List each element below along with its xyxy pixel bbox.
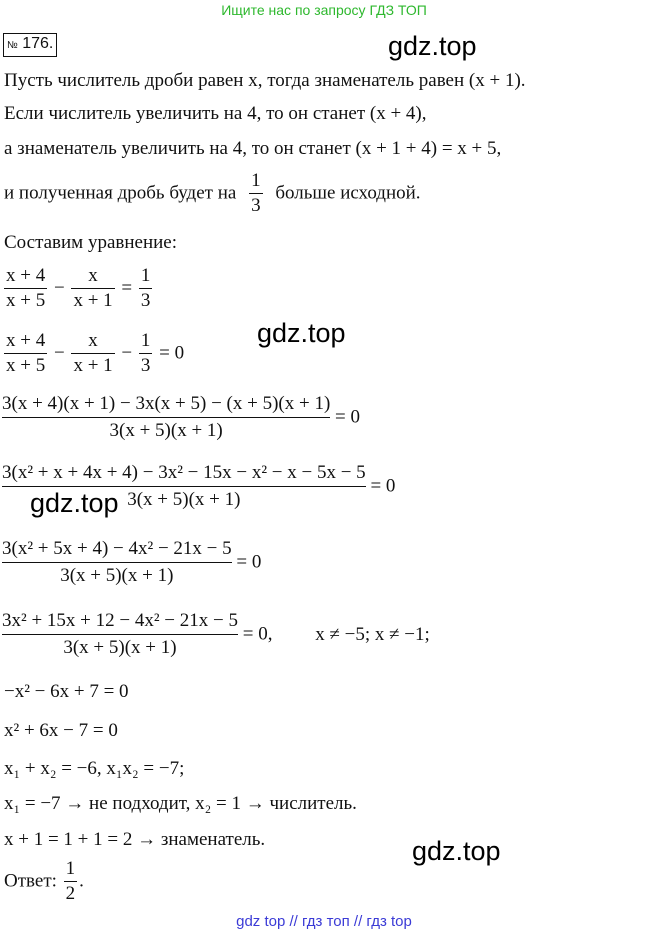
fraction-numerator: x	[88, 330, 98, 351]
answer-fraction	[64, 858, 78, 905]
equation-7: −x² − 6x + 7 = 0	[4, 681, 129, 702]
fraction-denominator: 3(x + 5)(x + 1)	[2, 562, 232, 587]
footer-links: gdz top // гдз топ // гдз top	[236, 913, 412, 930]
equals-zero: = 0	[236, 551, 262, 573]
top-banner: Ищите нас по запросу ГДЗ ТОП	[221, 2, 427, 18]
fraction-numerator: x + 4	[6, 265, 46, 286]
one-third-fraction	[249, 170, 263, 217]
vieta-line: x₁ + x₂ = −6, x₁x₂ = −7;	[4, 758, 185, 779]
minus-sign: −	[53, 342, 65, 364]
fraction-numerator: 3(x + 4)(x + 1) − 3x(x + 5) − (x + 5)(x + 1)	[2, 393, 331, 414]
big-fraction	[2, 610, 238, 659]
fraction-denominator: x + 5	[6, 290, 46, 311]
fraction-denominator: x + 5	[6, 355, 46, 376]
equation-8: x² + 6x − 7 = 0	[4, 720, 118, 741]
equation-6	[2, 610, 430, 659]
fraction-denominator: 3(x + 5)(x + 1)	[2, 417, 330, 442]
equals-zero: = 0	[335, 406, 360, 428]
watermark: gdz.top	[412, 836, 501, 866]
watermark: gdz.top	[257, 318, 346, 348]
fraction-denominator: 3	[140, 355, 151, 376]
fraction-denominator: 3	[140, 290, 151, 311]
fraction-numerator: x + 4	[6, 330, 46, 351]
fraction-numerator: 3x² + 15x + 12 − 4x² − 21x − 5	[2, 610, 238, 631]
task-number-value: 176.	[22, 35, 54, 52]
text-line-4	[4, 170, 421, 217]
fraction-1	[4, 330, 47, 377]
fraction-numerator: x	[88, 265, 98, 286]
equals-zero: = 0	[370, 475, 396, 497]
fraction-numerator: 1	[65, 858, 76, 879]
fraction-2	[71, 330, 114, 377]
fraction-denominator: x + 1	[73, 355, 113, 376]
fraction-denominator: x + 1	[73, 290, 113, 311]
task-number-prefix: №	[7, 40, 18, 51]
equals-zero: = 0,	[242, 623, 273, 645]
answer-line	[4, 858, 84, 905]
equation-5	[2, 538, 261, 587]
big-fraction	[2, 393, 330, 442]
fraction-denominator: 3(x + 5)(x + 1)	[2, 486, 366, 511]
text-line-3: а знаменатель увеличить на 4, то он станет (x + 1 + 4) = x + 5,	[4, 138, 502, 159]
minus-sign: −	[121, 342, 133, 364]
fraction-one-third	[139, 330, 153, 377]
domain-restriction: x ≠ −5; x ≠ −1;	[315, 623, 430, 645]
text-line-4-start: и полученная дробь будет на	[4, 182, 237, 204]
equation-1	[2, 265, 154, 312]
fraction-1	[4, 265, 47, 312]
fraction-numerator: 1	[140, 330, 151, 351]
fraction-one-third	[139, 265, 153, 312]
fraction-numerator: 3(x² + x + 4x + 4) − 3x² − 15x − x² − x − 5x − 5	[2, 462, 366, 483]
text-line-5: Составим уравнение:	[4, 232, 178, 253]
fraction-denominator: 3(x + 5)(x + 1)	[2, 634, 238, 659]
denominator-line: x + 1 = 1 + 1 = 2 → знаменатель.	[4, 829, 266, 850]
equation-3	[2, 393, 360, 442]
big-fraction	[2, 538, 232, 587]
task-number	[3, 33, 57, 57]
fraction-denominator: 2	[65, 883, 76, 904]
equals-sign: =	[121, 277, 133, 299]
answer-period: .	[79, 870, 84, 892]
text-line-4-end: больше исходной.	[275, 182, 421, 204]
minus-sign: −	[53, 277, 65, 299]
equation-2	[2, 330, 184, 377]
fraction-2	[71, 265, 114, 312]
watermark: gdz.top	[30, 488, 119, 518]
equals-zero: = 0	[159, 342, 185, 364]
fraction-numerator: 1	[140, 265, 151, 286]
fraction-denominator: 3	[251, 195, 261, 216]
watermark: gdz.top	[388, 31, 477, 61]
fraction-numerator: 3(x² + 5x + 4) − 4x² − 21x − 5	[2, 538, 232, 559]
answer-label: Ответ:	[4, 870, 57, 892]
text-line-2: Если числитель увеличить на 4, то он станет (x + 4),	[4, 103, 427, 124]
roots-line: x₁ = −7 → не подходит, x₂ = 1 → числитель.	[4, 793, 357, 814]
fraction-numerator: 1	[251, 170, 261, 191]
text-line-1: Пусть числитель дроби равен x, тогда знаменатель равен (x + 1).	[4, 70, 526, 91]
